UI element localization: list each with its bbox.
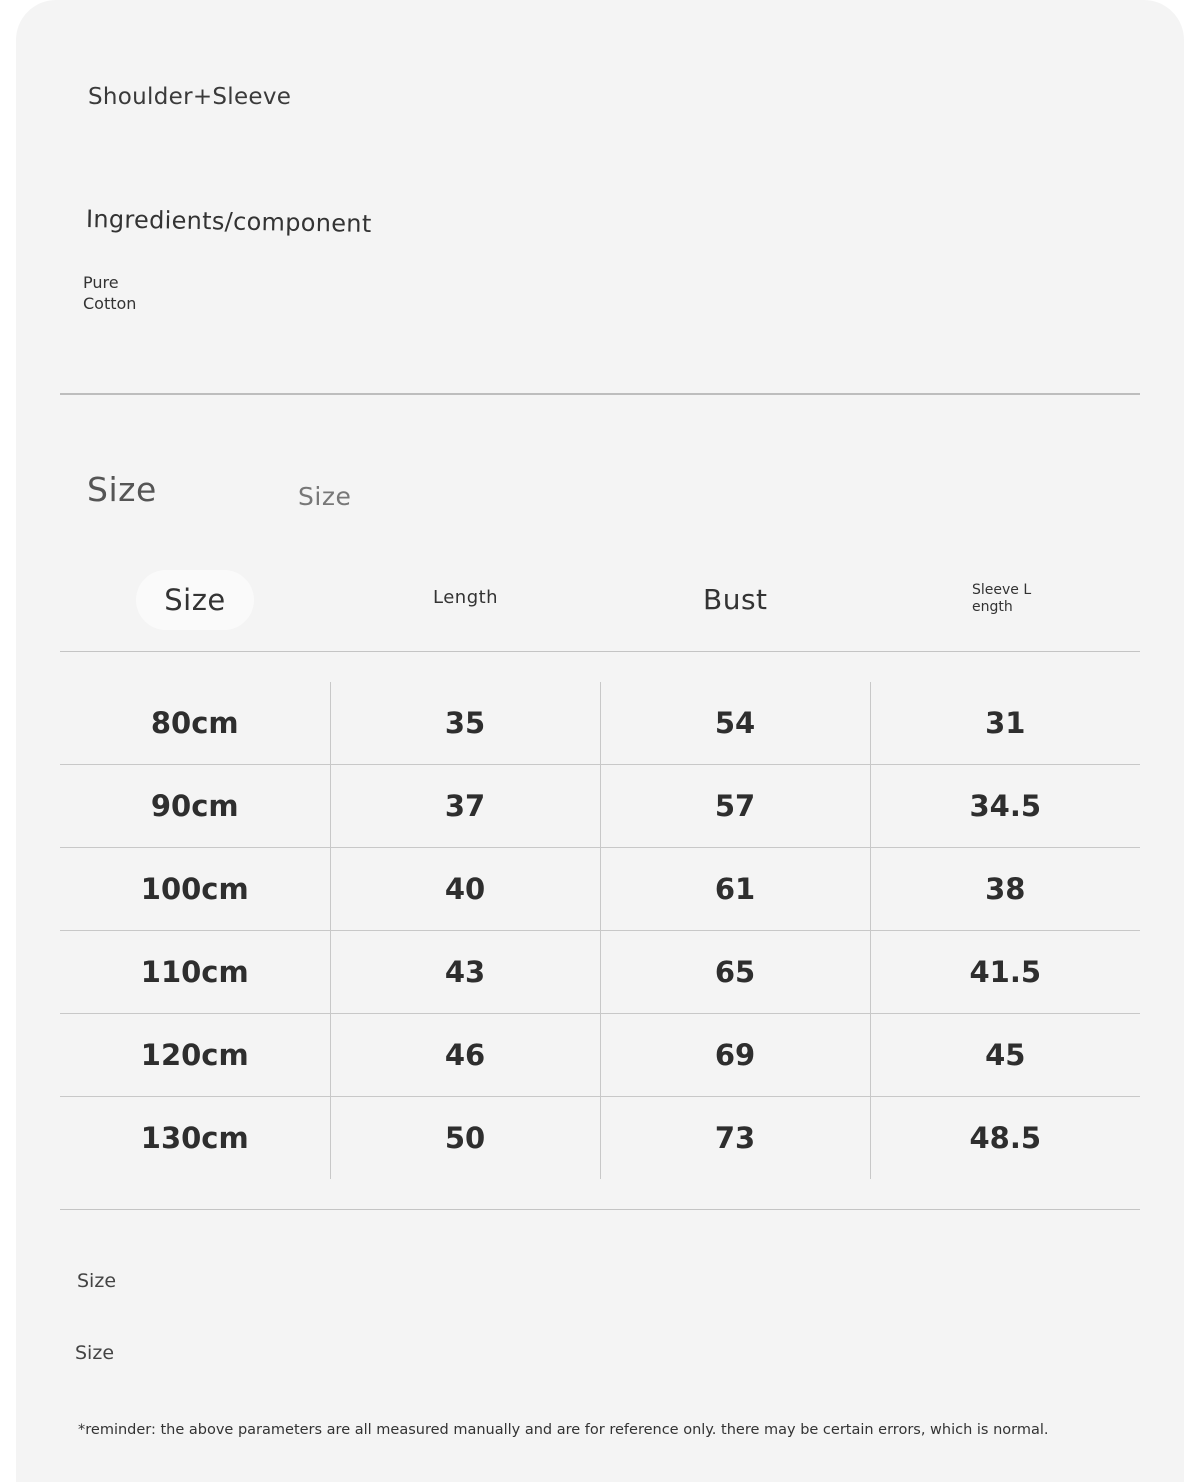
footer-size-note-2: Size: [75, 1342, 115, 1364]
header-sleeve-length: Sleeve L ength: [972, 582, 1032, 615]
cell-size: 100cm: [60, 848, 330, 931]
cell-length: 50: [330, 1097, 600, 1180]
cell-length: 46: [330, 1014, 600, 1097]
cell-sleeve-length: 31: [870, 682, 1140, 765]
header-size-pill: Size: [136, 570, 254, 630]
table-row: [60, 765, 1140, 848]
cell-bust: 69: [600, 1014, 870, 1097]
cell-size: 80cm: [150, 706, 239, 740]
table-row: [60, 682, 1140, 765]
size-section-title: Size: [87, 470, 157, 509]
table-row: [60, 848, 1140, 931]
cell-size: 130cm: [60, 1097, 330, 1180]
cell-sleeve-length: 45: [870, 1014, 1140, 1097]
cell-bust: 65: [600, 931, 870, 1014]
section-divider: [60, 393, 1140, 395]
cell-size: 90cm: [60, 765, 330, 848]
size-table: [60, 682, 1140, 1179]
footer-size-note-1: Size: [77, 1270, 117, 1292]
cell-sleeve-length: 34.5: [870, 765, 1140, 848]
cell-size: 110cm: [60, 931, 330, 1014]
cell-bust: 57: [600, 765, 870, 848]
cell-sleeve-length: 41.5: [870, 931, 1140, 1014]
material-text: Pure Cotton: [83, 273, 137, 313]
cell-bust: 61: [600, 848, 870, 931]
shoulder-style-label: Shoulder+Sleeve: [88, 84, 292, 110]
table-row: [60, 1014, 1140, 1097]
table-row: [60, 931, 1140, 1014]
cell-sleeve-length: 38: [870, 848, 1140, 931]
table-row: [60, 1097, 1140, 1180]
header-length: Length: [433, 587, 499, 608]
size-section-subtitle: Size: [298, 482, 352, 511]
header-divider: [60, 651, 1140, 652]
cell-length: 35: [330, 682, 600, 765]
reminder-note: *reminder: the above parameters are all measured manually and are for reference only. there may be certain errors, which is normal.: [78, 1422, 1049, 1438]
cell-bust: 73: [600, 1097, 870, 1180]
cell-length: 40: [330, 848, 600, 931]
table-bottom-divider: [60, 1209, 1140, 1210]
cell-size: 120cm: [60, 1014, 330, 1097]
ingredients-title: Ingredients/component: [85, 205, 372, 238]
header-bust: Bust: [703, 583, 768, 616]
cell-length: 37: [330, 765, 600, 848]
cell-sleeve-length: 48.5: [870, 1097, 1140, 1180]
cell-length: 43: [330, 931, 600, 1014]
cell-bust: 54: [600, 682, 870, 765]
